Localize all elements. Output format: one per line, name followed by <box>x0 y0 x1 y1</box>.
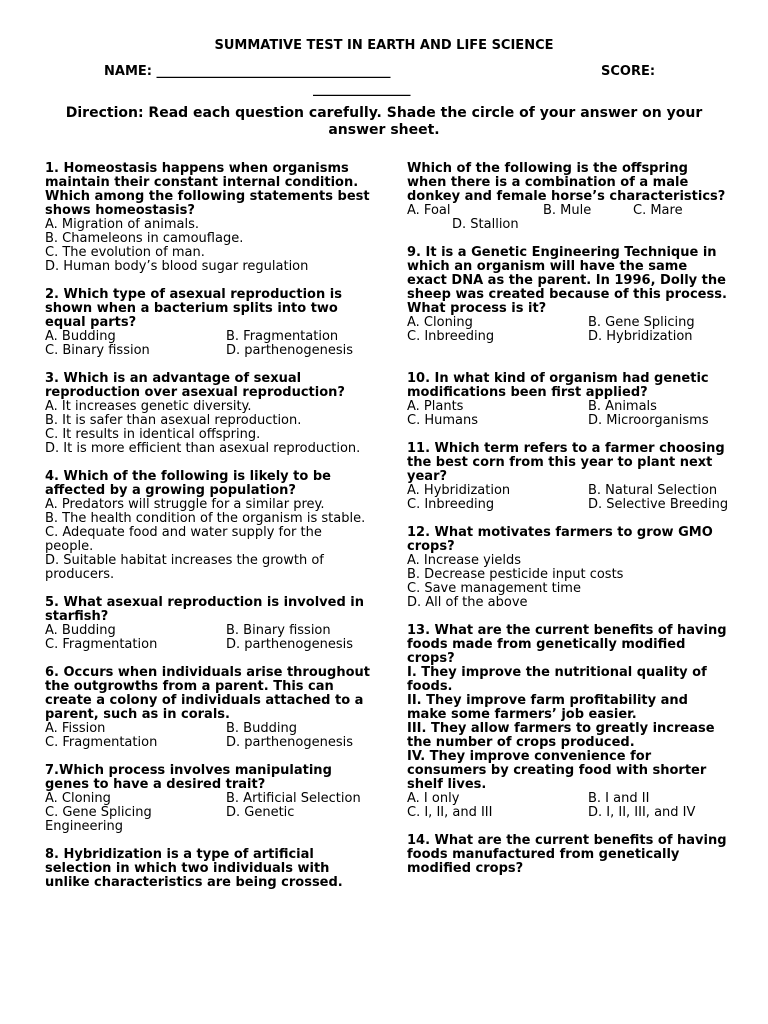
statement-ii: II. They improve farm profitability and make some farmers’ job easier. <box>407 693 688 722</box>
choice-a: A. Cloning <box>45 791 111 806</box>
choice-b: B. Animals <box>588 399 657 414</box>
choice-b: B. I and II <box>588 791 650 806</box>
question-6 <box>45 666 370 750</box>
question-1 <box>45 162 370 274</box>
choice-c: C. I, II, and III <box>407 805 493 820</box>
choice-a: A. Foal <box>407 203 451 218</box>
choice-b: B. Decrease pesticide input costs <box>407 567 624 582</box>
choice-a: A. Cloning <box>407 315 473 330</box>
question-stem: 6. Occurs when individuals arise throughout the outgrowths from a parent. This can create a colony of individuals attached to a parent, such as in corals. <box>45 665 370 722</box>
choice-d: D. parthenogenesis <box>226 343 354 358</box>
choice-c: C. Inbreeding <box>407 329 495 344</box>
choice-b: B. Natural Selection <box>588 483 718 498</box>
question-stem: 2. Which type of asexual reproduction is shown when a bacterium splits into two equal parts? <box>45 287 342 330</box>
choice-a: A. Predators will struggle for a similar prey. <box>45 497 325 512</box>
question-13 <box>407 624 729 820</box>
choice-d: D. Hybridization <box>588 329 693 344</box>
question-10 <box>407 372 729 428</box>
choice-c: C. Fragmentation <box>45 735 158 750</box>
statement-iv: IV. They improve convenience for consumers by creating food with shorter shelf lives. <box>407 749 707 792</box>
choice-a: A. Budding <box>45 623 116 638</box>
question-stem: 5. What asexual reproduction is involved in starfish? <box>45 595 364 624</box>
choice-b: B. Chameleons in camouflage. <box>45 231 244 246</box>
question-9 <box>407 246 729 344</box>
choice-c: C. Save management time <box>407 581 581 596</box>
choice-c: C. Inbreeding <box>407 497 495 512</box>
choice-d: D. Microorganisms <box>588 413 709 428</box>
page-title: SUMMATIVE TEST IN EARTH AND LIFE SCIENCE <box>214 38 554 53</box>
score-field-line: _______________ <box>313 82 411 97</box>
choice-a: A. I only <box>407 791 460 806</box>
question-stem: 12. What motivates farmers to grow GMO crops? <box>407 525 713 554</box>
question-stem: 4. Which of the following is likely to be affected by a growing population? <box>45 469 331 498</box>
question-8-continued <box>407 162 729 232</box>
choice-c: C. Adequate food and water supply for the people. <box>45 525 322 554</box>
question-stem: 10. In what kind of organism had genetic modifications been first applied? <box>407 371 709 400</box>
statement-iii: III. They allow farmers to greatly increase the number of crops produced. <box>407 721 715 750</box>
choice-c: C. The evolution of man. <box>45 245 205 260</box>
question-stem: 14. What are the current benefits of having foods manufactured from genetically modified crops? <box>407 833 727 876</box>
choice-c: C. Fragmentation <box>45 637 158 652</box>
question-stem: 1. Homeostasis happens when organisms maintain their constant internal condition. Which among the following statements best shows homeostasis? <box>45 161 370 218</box>
question-stem: 9. It is a Genetic Engineering Technique in which an organism will have the same exact DNA as the parent. In 1996, Dolly the sheep was created because of this process. What process is it? <box>407 245 727 316</box>
question-stem: 8. Hybridization is a type of artificial selection in which two individuals with unlike characteristics are being crossed. <box>45 847 343 890</box>
directions: Direction: Read each question carefully. Shade the circle of your answer on your answer sheet. <box>65 105 703 138</box>
choice-d: D. parthenogenesis <box>226 735 354 750</box>
choice-b: B. Gene Splicing <box>588 315 695 330</box>
question-12 <box>407 526 729 610</box>
question-5 <box>45 596 370 652</box>
question-stem: Which of the following is the offspring when there is a combination of a male donkey and female horse’s characteristics? <box>407 161 726 204</box>
choice-c: C. Gene Splicing Engineering <box>45 805 152 834</box>
question-14 <box>407 834 729 876</box>
choice-a: A. It increases genetic diversity. <box>45 399 252 414</box>
choice-d: D. I, II, III, and IV <box>588 805 696 820</box>
choice-a: A. Migration of animals. <box>45 217 199 232</box>
choice-a: A. Budding <box>45 329 116 344</box>
question-8 <box>45 848 370 890</box>
question-stem: 3. Which is an advantage of sexual reproduction over asexual reproduction? <box>45 371 345 400</box>
choice-b: B. It is safer than asexual reproduction. <box>45 413 302 428</box>
choice-a: A. Increase yields <box>407 553 522 568</box>
choice-b: B. The health condition of the organism is stable. <box>45 511 366 526</box>
left-column <box>45 162 370 904</box>
choice-c: C. Mare <box>633 203 683 218</box>
choice-b: B. Fragmentation <box>226 329 339 344</box>
question-stem: 7.Which process involves manipulating genes to have a desired trait? <box>45 763 332 792</box>
question-7 <box>45 764 370 834</box>
choice-d: D. Stallion <box>452 217 519 232</box>
choice-d: D. parthenogenesis <box>226 637 354 652</box>
choice-d: D. Human body’s blood sugar regulation <box>45 259 309 274</box>
question-3 <box>45 372 370 456</box>
question-stem: 11. Which term refers to a farmer choosing the best corn from this year to plant next year? <box>407 441 725 484</box>
question-2 <box>45 288 370 358</box>
question-11 <box>407 442 729 512</box>
choice-d: D. Genetic <box>226 805 295 820</box>
choice-a: A. Fission <box>45 721 106 736</box>
question-4 <box>45 470 370 582</box>
choice-b: B. Binary fission <box>226 623 331 638</box>
choice-b: B. Artificial Selection <box>226 791 361 806</box>
choice-d: D. Selective Breeding <box>588 497 729 512</box>
choice-a: A. Plants <box>407 399 464 414</box>
statement-i: I. They improve the nutritional quality of foods. <box>407 665 707 694</box>
question-stem: 13. What are the current benefits of having foods made from genetically modified crops? <box>407 623 727 666</box>
name-field-label: NAME: ____________________________________ <box>104 64 391 79</box>
choice-a: A. Hybridization <box>407 483 511 498</box>
score-field-label: SCORE: <box>601 64 656 79</box>
choice-d: D. All of the above <box>407 595 528 610</box>
choice-c: C. It results in identical offspring. <box>45 427 261 442</box>
choice-d: D. It is more efficient than asexual reproduction. <box>45 441 361 456</box>
choice-b: B. Budding <box>226 721 297 736</box>
choice-d: D. Suitable habitat increases the growth of producers. <box>45 553 324 582</box>
choice-c: C. Binary fission <box>45 343 150 358</box>
choice-b: B. Mule <box>543 203 592 218</box>
choice-c: C. Humans <box>407 413 478 428</box>
right-column <box>407 162 729 890</box>
